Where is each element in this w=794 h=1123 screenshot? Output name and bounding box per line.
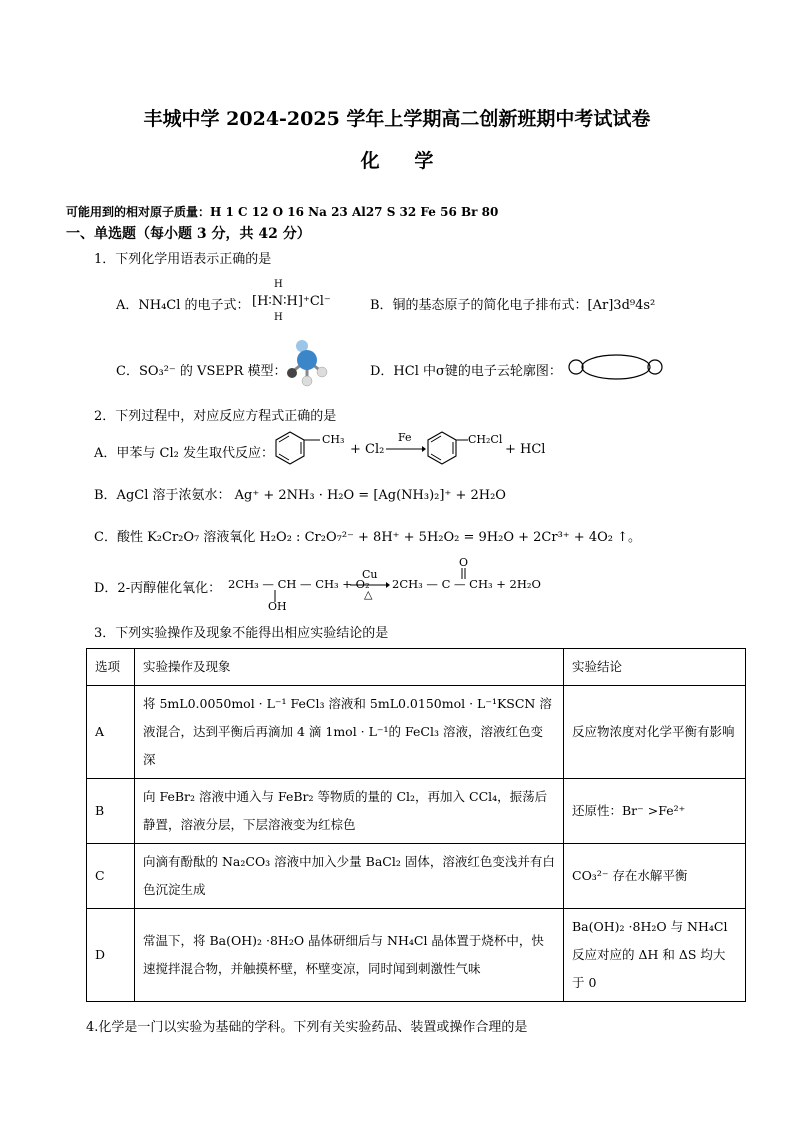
sigma-bond-cloud-image: [566, 352, 666, 382]
row-a-option: A: [87, 686, 135, 779]
row-d-option: D: [87, 909, 135, 1002]
q2-d-products: 2CH₃ — C — CH₃ + 2H₂O: [392, 577, 541, 591]
subject-title: [0, 146, 794, 173]
q1-option-c-label: C．SO₃²⁻ 的 VSEPR 模型：: [116, 364, 287, 379]
row-a-conclusion: 反应物浓度对化学平衡有影响: [564, 686, 746, 779]
q3-experiment-table: [86, 648, 746, 1002]
row-b-operation: 向 FeBr₂ 溶液中通入与 FeBr₂ 等物质的量的 Cl₂，再加入 CCl₄，振荡后静置，溶液分层，下层溶液变为红棕色: [135, 779, 564, 844]
q1-option-d-label: D．HCl 中σ键的电子云轮廓图：: [370, 364, 562, 379]
subject-char-2: 学: [414, 150, 434, 172]
atomic-masses: 可能用到的相对原子质量：H 1 C 12 O 16 Na 23 Al27 S 32 Fe 56 Br 80: [66, 205, 499, 219]
table-header-conclusion: 实验结论: [564, 649, 746, 686]
table-header-row: [87, 649, 746, 686]
q2-a-hcl: + HCl: [505, 442, 546, 457]
reaction-arrow-a: [386, 444, 426, 454]
carbonyl-double-bond: [459, 568, 469, 579]
q1-stem: 1．下列化学用语表示正确的是: [94, 252, 272, 267]
q3-stem: 3．下列实验操作及现象不能得出相应实验结论的是: [94, 626, 389, 641]
row-d-operation: 常温下，将 Ba(OH)₂ ·8H₂O 晶体研细后与 NH₄Cl 晶体置于烧杯中，快速搅拌混合物，并触摸杯壁，杯壁变凉，同时闻到刺激性气味: [135, 909, 564, 1002]
table-row: [87, 844, 746, 909]
table-header-operation: 实验操作及现象: [135, 649, 564, 686]
q2-a-plus-cl2: + Cl₂: [350, 442, 385, 457]
q1-a-top-h: H: [274, 279, 283, 290]
q2-option-b: B．AgCl 溶于浓氨水： Ag⁺ + 2NH₃ · H₂O = [Ag(NH₃)₂]⁺ + 2H₂O: [94, 488, 506, 503]
q2-a-catalyst: Fe: [398, 431, 412, 444]
row-c-option: C: [87, 844, 135, 909]
table-header-option: 选项: [87, 649, 135, 686]
vsepr-model-image: [280, 338, 336, 388]
table-row: [87, 686, 746, 779]
toluene-ring-image: [272, 428, 322, 468]
q2-d-heat: △: [364, 588, 373, 601]
row-a-operation: 将 5mL0.0050mol · L⁻¹ FeCl₃ 溶液和 5mL0.0150mol · L⁻¹KSCN 溶液混合，达到平衡后再滴加 4 滴 1mol · L⁻¹的 FeCl₃ 溶液，溶液红色变深: [135, 686, 564, 779]
q2-d-catalyst: Cu: [362, 568, 378, 581]
q1-option-b: B．铜的基态原子的简化电子排布式：[Ar]3d⁹4s²: [370, 298, 656, 313]
q2-d-carbonyl-o: O: [459, 556, 469, 569]
table-row: [87, 779, 746, 844]
q4-stem: 4.化学是一门以实验为基础的学科。下列有关实验药品、装置或操作合理的是: [86, 1020, 528, 1035]
table-row: [87, 909, 746, 1002]
benzyl-chloride-ring-image: [424, 428, 474, 468]
q2-option-a-label: A．甲苯与 Cl₂ 发生取代反应：: [94, 446, 274, 461]
exam-title: 丰城中学 2024-2025 学年上学期高二创新班期中考试试卷: [143, 108, 651, 130]
q2-option-d-label: D．2-丙醇催化氧化：: [94, 581, 222, 596]
row-c-operation: 向滴有酚酞的 Na₂CO₃ 溶液中加入少量 BaCl₂ 固体，溶液红色变浅并有白色沉淀生成: [135, 844, 564, 909]
subject-char-1: 化: [360, 150, 380, 172]
row-b-conclusion: 还原性：Br⁻ >Fe²⁺: [564, 779, 746, 844]
row-d-conclusion: Ba(OH)₂ ·8H₂O 与 NH₄Cl 反应对应的 ΔH 和 ΔS 均大于 0: [564, 909, 746, 1002]
section-heading-single-choice: 一、单选题（每小题 3 分，共 42 分）: [66, 226, 311, 242]
q2-a-ch3: CH₃: [322, 433, 345, 446]
q2-d-oh: OH: [268, 600, 287, 613]
q2-stem: 2．下列过程中，对应反应方程式正确的是: [94, 409, 337, 424]
row-c-conclusion: CO₃²⁻ 存在水解平衡: [564, 844, 746, 909]
q2-d-reactants: 2CH₃ — CH — CH₃ + O₂: [228, 577, 370, 591]
q1-a-bottom-h: H: [274, 312, 283, 323]
q1-option-a-label: A．NH₄Cl 的电子式：: [116, 298, 250, 313]
row-b-option: B: [87, 779, 135, 844]
q2-a-ch2cl: CH₂Cl: [468, 433, 503, 446]
q2-option-c: C．酸性 K₂Cr₂O₇ 溶液氧化 H₂O₂ : Cr₂O₇²⁻ + 8H⁺ + 5H₂O₂ = 9H₂O + 2Cr³⁺ + 4O₂ ↑。: [94, 530, 641, 545]
q1-a-electron-formula: [H∶N∶H]⁺Cl⁻: [252, 294, 331, 309]
